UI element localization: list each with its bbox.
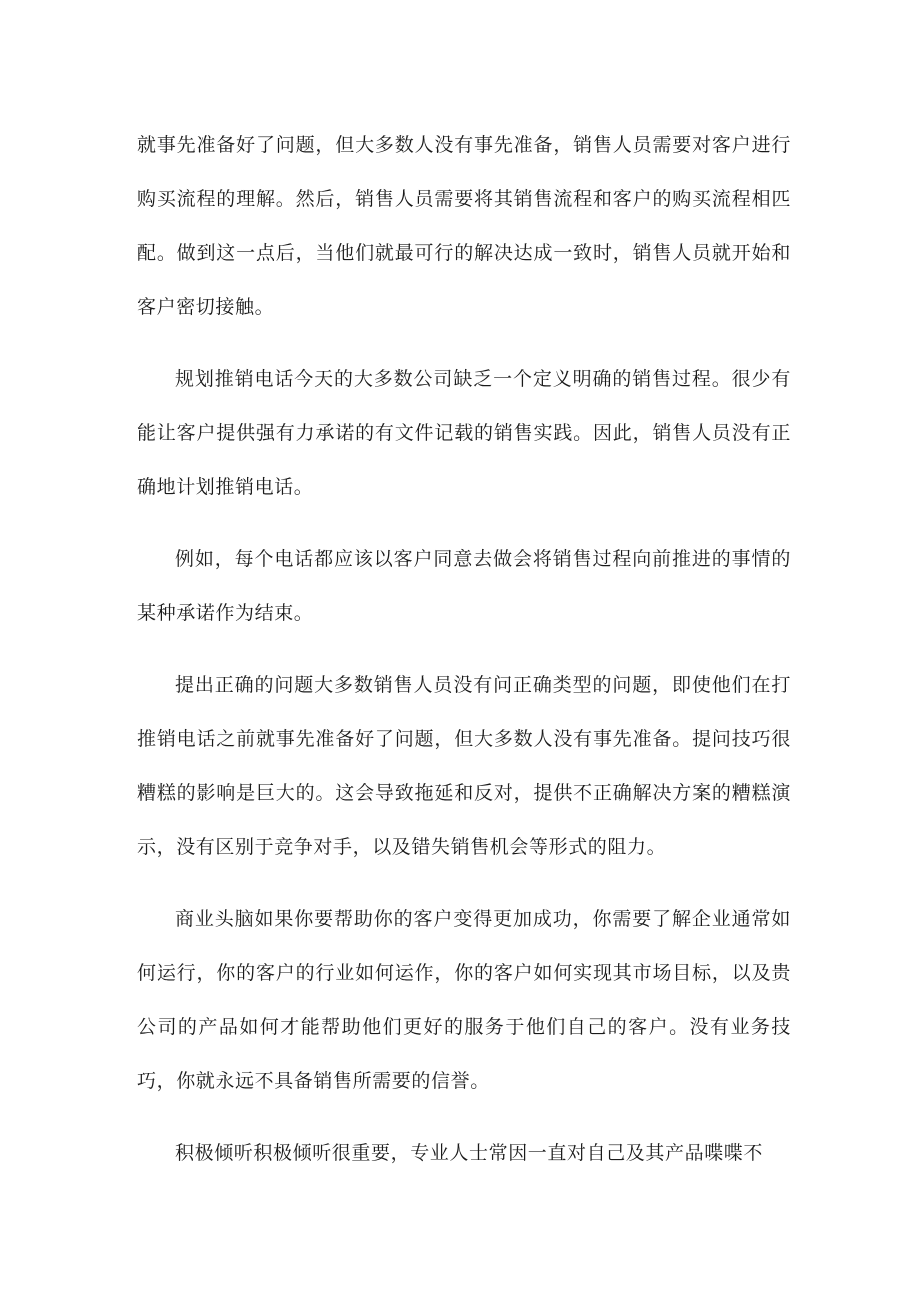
paragraph-continuation: 就事先准备好了问题，但大多数人没有事先准备，销售人员需要对客户进行购买流程的理解。然后，销售人员需要将其销售流程和客户的购买流程相匹配。做到这一点后，当他们就最可行的解决达成一致时，销售人员就开始和客户密切接触。 (137, 134, 791, 318)
paragraph-planning-sales-calls: 规划推销电话今天的大多数公司缺乏一个定义明确的销售过程。很少有能让客户提供强有力承诺的有文件记载的销售实践。因此，销售人员没有正确地计划推销电话。 (137, 368, 791, 498)
paragraph-business-acumen: 商业头脑如果你要帮助你的客户变得更加成功，你需要了解企业通常如何运行，你的客户的行业如何运作，你的客户如何实现其市场目标，以及贵公司的产品如何才能帮助他们更好的服务于他们自己的客户。没有业务技巧，你就永远不具备销售所需要的信誉。 (137, 908, 791, 1092)
document-body (137, 118, 791, 1180)
paragraph-asking-right-questions: 提出正确的问题大多数销售人员没有问正确类型的问题，即使他们在打推销电话之前就事先准备好了问题，但大多数人没有事先准备。提问技巧很糟糕的影响是巨大的。这会导致拖延和反对，提供不正确解决方案的糟糕演示，没有区别于竞争对手，以及错失销售机会等形式的阻力。 (137, 674, 791, 858)
paragraph-active-listening: 积极倾听积极倾听很重要，专业人士常因一直对自己及其产品喋喋不 (175, 1142, 764, 1164)
paragraph-example: 例如，每个电话都应该以客户同意去做会将销售过程向前推进的事情的某种承诺作为结束。 (137, 548, 791, 624)
